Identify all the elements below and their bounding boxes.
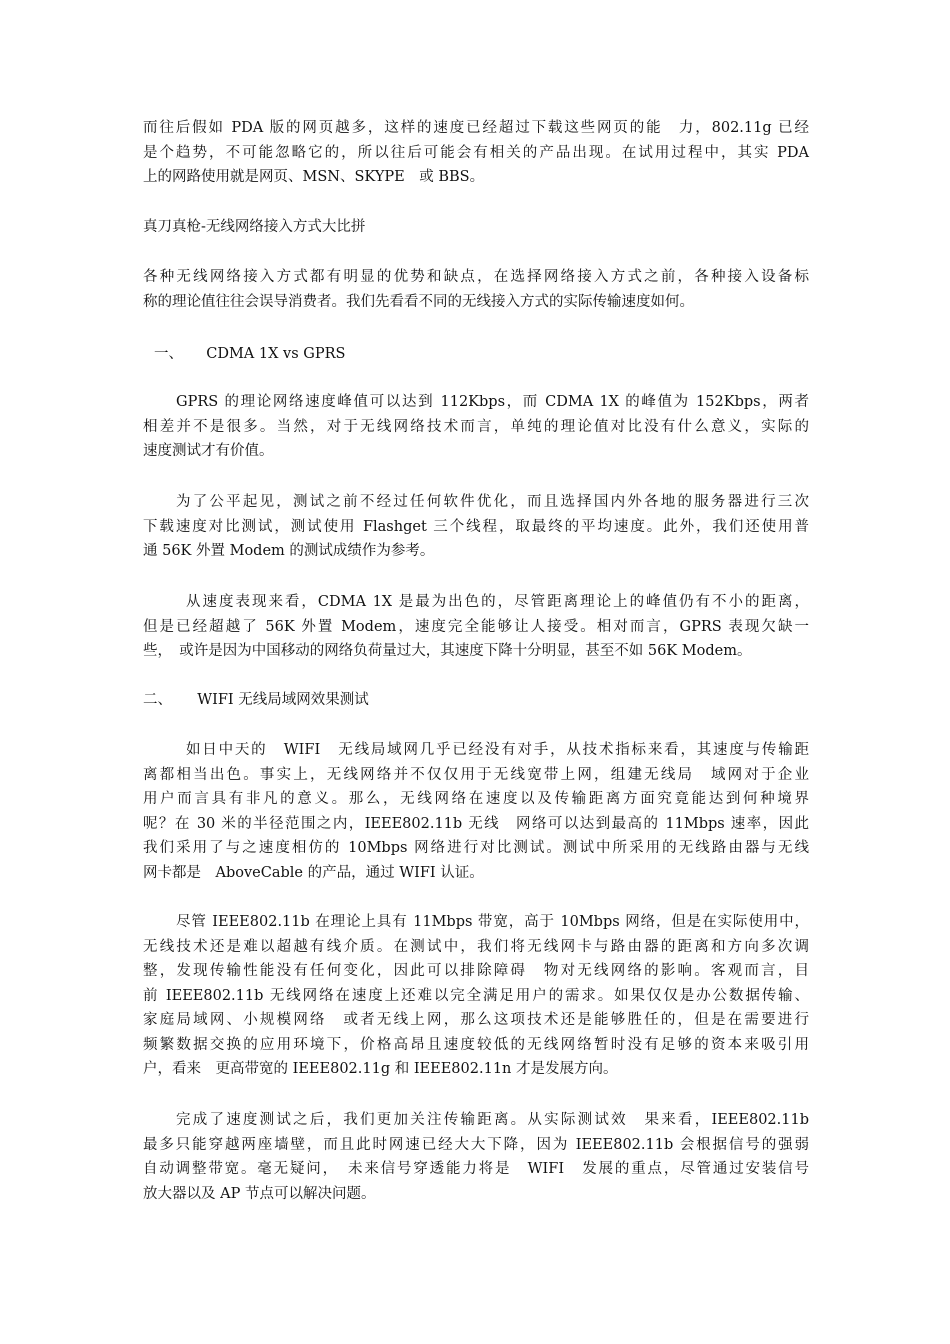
text-line: 称的理论值往往会误导消费者。我们先看看不同的无线接入方式的实际传输速度如何。 (143, 293, 694, 310)
text-line: 从速度表现来看，CDMA 1X 是最为出色的，尽管距离理论上的峰值仍有不小的距离， (186, 594, 809, 610)
section-title-comparison: 真刀真枪-无线网络接入方式大比拼 (143, 219, 366, 235)
text-line: GPRS 的理论网络速度峰值可以达到 112Kbps，而 CDMA 1X 的峰值为 152Kbps，两者 (176, 394, 809, 410)
text-line: 各种无线网络接入方式都有明显的优势和缺点，在选择网络接入方式之前，各种接入设备标 (143, 269, 809, 285)
paragraph-wifi-intro (143, 738, 809, 885)
paragraph-test-method (143, 490, 809, 564)
section-number: 一、 (154, 346, 183, 362)
section-heading-1 (154, 342, 345, 367)
text-line: 无线技术还是难以超越有线介质。在测试中，我们将无线网卡与路由器的距离和方向多次调 (143, 938, 809, 955)
text-line: 尽管 IEEE802.11b 在理论上具有 11Mbps 带宽，高于 10Mbps 网络，但是在实际使用中， (176, 914, 809, 930)
text-line: 自动调整带宽。毫无疑问， 未来信号穿透能力将是 WIFI 发展的重点，尽管通过安装信号 (143, 1161, 809, 1177)
text-line: 通 56K 外置 Modem 的测试成绩作为参考。 (143, 543, 435, 559)
text-line: 是个趋势，不可能忽略它的，所以往后可能会有相关的产品出现。在试用过程中，其实 PDA (143, 144, 809, 161)
text-line: 如日中天的 WIFI 无线局域网几乎已经没有对手，从技术指标来看，其速度与传输距 (186, 742, 809, 758)
section-heading-text: CDMA 1X vs GPRS (206, 346, 346, 362)
text-line: 离都相当出色。事实上，无线网络并不仅仅用于无线宽带上网，组建无线局 域网对于企业 (143, 766, 809, 783)
text-line: 放大器以及 AP 节点可以解决问题。 (143, 1185, 376, 1202)
section-heading-2 (143, 688, 369, 713)
text-line: 下载速度对比测试，测试使用 Flashget 三个线程，取最终的平均速度。此外，我们还使用普 (143, 518, 809, 535)
paragraph-intro (143, 265, 809, 314)
text-line: 频繁数据交换的应用环境下，价格高昂且速度较低的无线网络暂时没有足够的资本来吸引用 (143, 1036, 809, 1053)
text-line: 为了公平起见，测试之前不经过任何软件优化，而且选择国内外各地的服务器进行三次 (176, 494, 809, 510)
paragraph-wifi-performance (143, 910, 809, 1082)
text-line: 前 IEEE802.11b 无线网络在速度上还难以完全满足用户的需求。如果仅仅是办公数据传输、 (143, 987, 809, 1004)
paragraph-speed-result (143, 590, 809, 664)
text-line: 网卡都是 AboveCable 的产品，通过 WIFI 认证。 (143, 864, 484, 881)
text-line: 最多只能穿越两座墙壁，而且此时网速已经大大下降，因为 IEEE802.11b 会根据信号的强弱 (143, 1136, 809, 1153)
text-line: 整，发现传输性能没有任何变化，因此可以排除障碍 物对无线网络的影响。客观而言，目 (143, 963, 809, 979)
text-line: 速度测试才有价值。 (143, 443, 274, 459)
text-line: 上的网路使用就是网页、MSN、SKYPE 或 BBS。 (143, 169, 485, 185)
paragraph-pda-trend (143, 116, 809, 190)
text-line: 家庭局域网、小规模网络 或者无线上网，那么这项技术还是能够胜任的，但是在需要进行 (143, 1012, 809, 1028)
section-number: 二、 (143, 692, 172, 708)
text-line: 完成了速度测试之后，我们更加关注传输距离。从实际测试效 果来看，IEEE802.11b (176, 1112, 809, 1128)
text-line: 但是已经超越了 56K 外置 Modem，速度完全能够让人接受。相对而言，GPRS 表现欠缺一 (143, 618, 809, 635)
text-line: 而往后假如 PDA 版的网页越多，这样的速度已经超过下载这些网页的能 力，802.11g 已经 (143, 120, 809, 136)
section-heading-text: WIFI 无线局域网效果测试 (197, 692, 369, 708)
paragraph-gprs-cdma (143, 390, 809, 464)
text-line: 相差并不是很多。当然，对于无线网络技术而言，单纯的理论值对比没有什么意义，实际的 (143, 418, 809, 435)
paragraph-wifi-distance (143, 1108, 809, 1206)
text-line: 些， 或许是因为中国移动的网络负荷量过大，其速度下降十分明显，甚至不如 56K Modem。 (143, 643, 752, 659)
text-line: 我们采用了与之速度相仿的 10Mbps 网络进行对比测试。测试中所采用的无线路由器与无线 (143, 840, 809, 856)
text-line: 户，看来 更高带宽的 IEEE802.11g 和 IEEE802.11n 才是发展方向。 (143, 1061, 618, 1077)
text-line: 呢？在 30 米的半径范围之内，IEEE802.11b 无线 网络可以达到最高的 11Mbps 速率，因此 (143, 815, 809, 832)
text-line: 用户而言具有非凡的意义。那么，无线网络在速度以及传输距离方面究竟能达到何种境界 (143, 791, 809, 807)
